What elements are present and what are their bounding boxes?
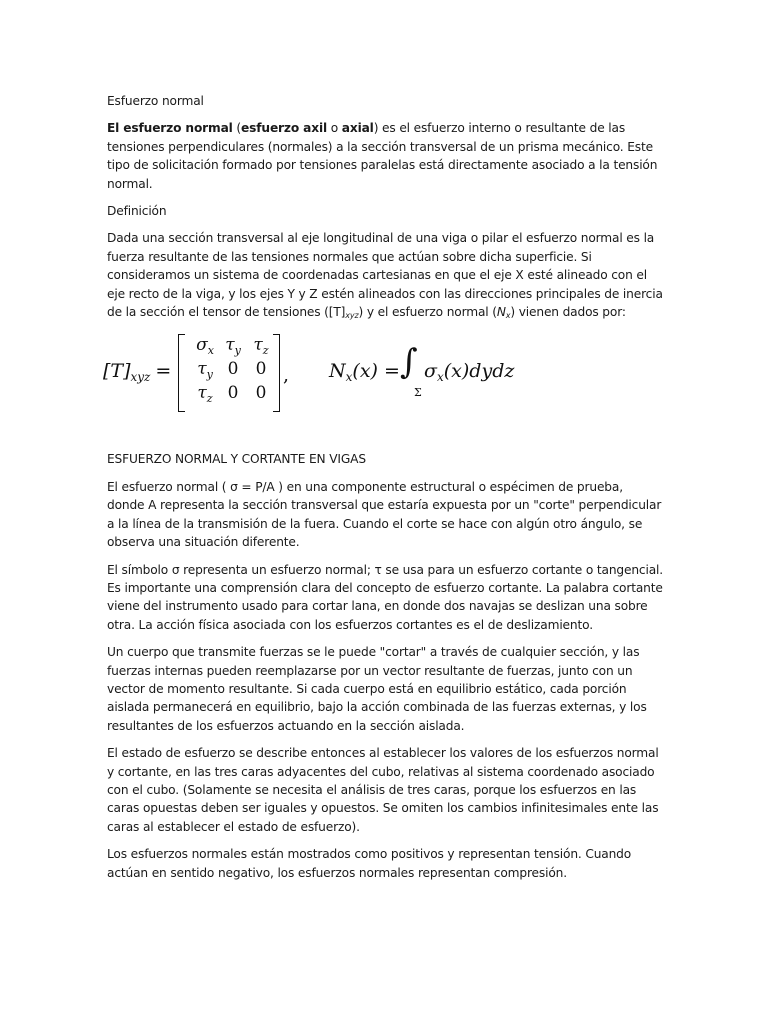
definition-text: Dada una sección transversal al eje longitudinal de una viga o pilar el esfuerzo normal es la fuerza resultante de las tensiones normales que actúan sobre dicha superficie. Si consideramos un sistema de coordenadas cartesianas en que el eje X esté alineado con el eje recto de la viga, y los ejes Y y Z estén alineados con las direcciones principales de inercia de la sección el tensor de tensiones ( bbox=[107, 231, 663, 320]
integrand-sub: x bbox=[436, 370, 444, 385]
intro-rest: ) es el esfuerzo interno o resultante de las tensiones perpendiculares (normales) a la sección transversal de un prisma mecánico. Este tipo de solicitación formado por tensiones paralelas está directamente asociado a la tensión normal. bbox=[107, 121, 658, 191]
definition-end: ) vienen dados por: bbox=[510, 305, 626, 320]
matrix-cell bbox=[219, 359, 247, 383]
formula-N-arg: (x) = bbox=[352, 360, 400, 383]
matrix-cell-base: 0 bbox=[255, 359, 267, 380]
matrix-cell bbox=[247, 383, 275, 407]
definition-tensor: [T] bbox=[328, 305, 346, 320]
document-title: Esfuerzo normal bbox=[107, 94, 204, 108]
matrix-cell-base: 0 bbox=[227, 383, 239, 404]
intro-or: o bbox=[327, 121, 342, 136]
matrix-cell-base: τ bbox=[253, 335, 263, 356]
intro-paragraph bbox=[107, 119, 663, 193]
matrix-cell bbox=[247, 335, 275, 359]
matrix-cell-base: σ bbox=[196, 335, 208, 356]
formula-lhs-tensor: [T] bbox=[103, 360, 131, 383]
matrix-cell-base: 0 bbox=[227, 359, 239, 380]
formula-N: N bbox=[329, 360, 346, 383]
integrand-sigma: σ bbox=[424, 360, 437, 383]
intro-bold-alt: esfuerzo axil bbox=[241, 121, 328, 136]
intro-bold-alt2: axial bbox=[341, 121, 374, 136]
formula-normal-force bbox=[329, 360, 400, 384]
matrix-cell-sub: y bbox=[206, 368, 213, 382]
document-body bbox=[103, 92, 663, 891]
matrix-cell bbox=[191, 335, 219, 359]
body-paragraph: El símbolo σ representa un esfuerzo normal; τ se usa para un esfuerzo cortante o tangencial. Es importante una comprensión clara del concepto de esfuerzo cortante. La palabra cortante viene del instrumento usado para cortar lana, en donde dos navajas se deslizan una sobre otra. La acción física asociada con los esfuerzos cortantes es el de deslizamiento. bbox=[107, 562, 663, 632]
matrix-cell-sub: z bbox=[206, 392, 213, 406]
definition-N-sub: x bbox=[505, 311, 511, 321]
integral-sign: ∫ bbox=[400, 342, 418, 383]
definition-N: N bbox=[496, 305, 506, 320]
stress-tensor-matrix bbox=[178, 334, 280, 412]
matrix-cell bbox=[219, 335, 247, 359]
matrix-cell-base: 0 bbox=[255, 383, 267, 404]
body-paragraph: Un cuerpo que transmite fuerzas se le puede "cortar" a través de cualquier sección, y las fuerzas internas pueden reemplazarse por un vector resultante de fuerzas, junto con un vector de momento resultante. Si cada cuerpo está en equilibrio estático, cada porción aislada permanecerá en equilibrio, bajo la acción combinada de las fuerzas externas, y los resultantes de los esfuerzos actuando en la sección aislada. bbox=[107, 645, 647, 733]
formula-lhs-sub: xyz bbox=[130, 370, 151, 385]
matrix-cell-sub: z bbox=[262, 344, 269, 358]
matrix-cell-base: τ bbox=[197, 359, 207, 380]
definition-mid: ) y el esfuerzo normal ( bbox=[358, 305, 497, 320]
integral-domain: Σ bbox=[414, 386, 422, 400]
matrix-cell bbox=[219, 383, 247, 407]
matrix-cell-base: τ bbox=[225, 335, 235, 356]
matrix-cell bbox=[191, 359, 219, 383]
intro-paren-open: ( bbox=[232, 121, 242, 136]
section-heading: ESFUERZO NORMAL Y CORTANTE EN VIGAS bbox=[107, 452, 366, 467]
matrix-cell-sub: x bbox=[207, 344, 214, 358]
matrix-cell-base: τ bbox=[197, 383, 207, 404]
definition-tensor-sub: xyz bbox=[345, 311, 359, 321]
definition-paragraph bbox=[107, 229, 663, 325]
formula-N-sub: x bbox=[345, 370, 353, 385]
matrix-right-bracket bbox=[273, 334, 280, 412]
formula-lhs bbox=[103, 360, 171, 384]
body-paragraph: El estado de esfuerzo se describe entonces al establecer los valores de los esfuerzos normal y cortante, en las tres caras adyacentes del cubo, relativas al sistema coordenado asociado con el cubo. (Solamente se necesita el análisis de tres caras, porque los esfuerzos en las caras opuestas deben ser iguales y opuestos. Se omiten los cambios infinitesimales ente las caras al establecer el estado de esfuerzo). bbox=[107, 746, 659, 834]
integrand-rest: (x)dydz bbox=[443, 360, 515, 383]
intro-bold-term: El esfuerzo normal bbox=[107, 121, 233, 136]
formula-integrand bbox=[424, 360, 514, 384]
formula-comma: , bbox=[283, 364, 290, 387]
body-paragraph: Los esfuerzos normales están mostrados como positivos y representan tensión. Cuando actúan en sentido negativo, los esfuerzos normales representan compresión. bbox=[107, 847, 632, 880]
matrix-cell bbox=[191, 383, 219, 407]
stress-formula bbox=[103, 334, 663, 418]
formula-equals: = bbox=[155, 360, 172, 383]
body-paragraph: El esfuerzo normal ( σ = P/A ) en una componente estructural o espécimen de prueba, donde A representa la sección transversal que estaría expuesta por un "corte" perpendicular a la línea de la transmisión de la fuera. Cuando el corte se hace con algún otro ángulo, se observa una situación diferente. bbox=[107, 479, 662, 550]
matrix-left-bracket bbox=[178, 334, 185, 412]
section-paragraphs bbox=[107, 478, 663, 882]
matrix-grid bbox=[191, 335, 275, 407]
matrix-cell-sub: y bbox=[234, 344, 241, 358]
matrix-cell bbox=[247, 359, 275, 383]
definition-heading: Definición bbox=[107, 204, 167, 219]
